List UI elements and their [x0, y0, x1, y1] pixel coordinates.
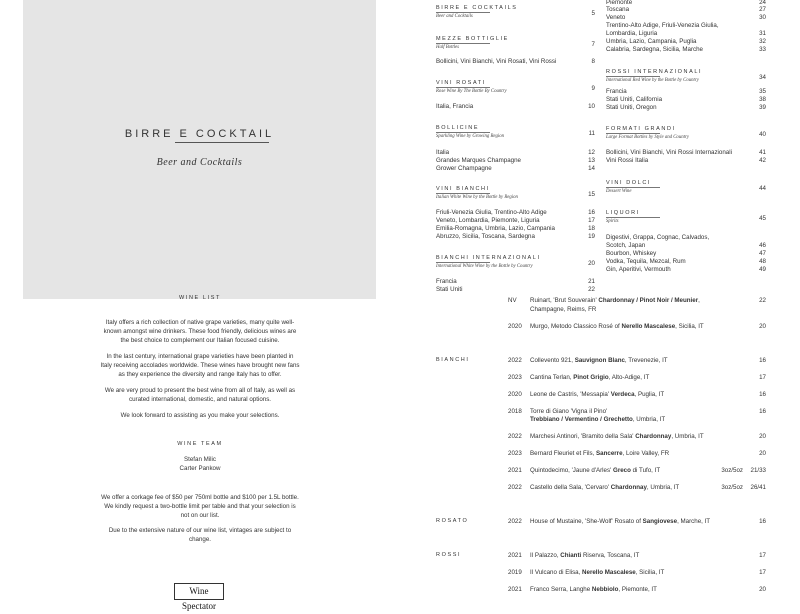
toc-right-page-number: 39: [759, 104, 766, 111]
toc-left-entry: Stati Uniti: [436, 286, 463, 293]
wine-price: 17: [759, 374, 766, 381]
wine-row: [436, 467, 766, 477]
team-member-1: Stefan Milic: [184, 456, 216, 463]
wine-price: 21/33: [750, 467, 766, 474]
toc-left-page-number: 12: [588, 149, 595, 156]
toc-right-section-desc: Spirits: [606, 219, 619, 224]
wine-category: BIANCHI: [436, 357, 470, 363]
wine-row: [436, 391, 766, 401]
toc-left-page-number: 9: [591, 85, 595, 92]
section-underline: [436, 262, 490, 263]
wine-row: [436, 374, 766, 384]
toc-right-page-number: 31: [759, 30, 766, 37]
toc-left-section-label: [436, 36, 509, 44]
toc-left-section-desc: International White Wine by the Bottle by Country: [436, 264, 533, 269]
toc-left-section-desc: Sparkling Wine by Growing Region: [436, 134, 505, 139]
wine-vintage: 2021: [508, 467, 522, 474]
section-label-text: ROSSI INTERNAZIONALI: [606, 69, 703, 75]
pour-size: 3oz/5oz: [721, 484, 743, 491]
toc-left-page-number: 13: [588, 157, 595, 164]
wine-vintage: 2021: [508, 552, 522, 559]
toc-left-entry: Grower Champagne: [436, 165, 492, 172]
wine-vintage: 2020: [508, 391, 522, 398]
toc-left-entry: Italia: [436, 149, 450, 156]
pour-size: 3oz/5oz: [721, 467, 743, 474]
toc-right-page-number: 33: [759, 46, 766, 53]
wine-vintage: 2018: [508, 408, 522, 415]
wine-name: Franco Serra, Langhe Nebbiolo, Piemonte, IT: [530, 586, 657, 593]
toc-left-page-number: 7: [591, 41, 595, 48]
toc-left-entry: Abruzzo, Sicilia, Toscana, Sardegna: [436, 233, 535, 240]
toc-right-page-number: 48: [759, 258, 766, 265]
toc-right-page-number: 41: [759, 149, 766, 156]
intro-paragraph-3: We are very proud to present the best wine from all of Italy, as well as curated international, domestic, and natural options.: [104, 387, 296, 403]
grape-variety: Sangiovese: [642, 518, 678, 525]
toc-right-entry: Bollicini, Vini Bianchi, Vini Rossi Internazionali: [606, 149, 732, 156]
toc-left-page-number: 19: [588, 233, 595, 240]
wine-price: 20: [759, 450, 766, 457]
toc-left-section-label: [436, 5, 518, 13]
toc-right-entry: Veneto: [606, 14, 626, 21]
section-label-text: BIRRE E COCKTAILS: [436, 5, 518, 11]
toc-right-page-number: 32: [759, 38, 766, 45]
toc-right-section-desc: Dessert Wine: [606, 189, 632, 194]
wine-vintage: 2022: [508, 518, 522, 525]
corkage-policy: We offer a corkage fee of $50 per 750ml bottle and $100 per 1.5L bottle. We kindly request a two-bottle limit per table and that your selection is not on our list.: [101, 494, 299, 519]
toc-left-entry: Grandes Marques Champagne: [436, 157, 521, 164]
wine-row: [436, 552, 766, 562]
grape-variety: Nebbiolo: [591, 586, 619, 593]
wine-name: Ruinart, 'Brut Souverain' Chardonnay / Pinot Noir / Meunier,: [530, 297, 700, 304]
toc-left-section-label: [436, 125, 490, 133]
wine-price: 26/41: [750, 484, 766, 491]
toc-right-entry: Digestivi, Grappa, Cognac, Calvados,: [606, 234, 710, 241]
toc-right-entry: Gin, Aperitivi, Vermouth: [606, 266, 671, 273]
wine-price: 17: [759, 552, 766, 559]
wine-price: 20: [759, 433, 766, 440]
section-underline: [606, 217, 660, 218]
wine-name: Quintodecimo, 'Jaune d'Arles' Greco di Tufo, IT: [530, 467, 661, 474]
toc-right-page-number: 40: [759, 131, 766, 138]
section-underline: [606, 187, 660, 188]
toc-left-page-number: 22: [588, 286, 595, 293]
toc-right-section-desc: Large Format Bottles by Style and Country: [606, 135, 689, 140]
toc-right-entry: Vodka, Tequila, Mezcal, Rum: [606, 258, 686, 265]
toc-left-page-number: 14: [588, 165, 595, 172]
toc-right-entry: Scotch, Japan: [606, 242, 646, 249]
wine-list-heading: WINE LIST: [179, 295, 221, 301]
toc-right-entry: Piemonte: [606, 0, 633, 6]
intro-column: [100, 295, 300, 544]
toc-right-page-number: 24: [759, 0, 766, 6]
section-label-text: VINI BIANCHI: [436, 186, 490, 192]
wine-row: [436, 416, 766, 426]
grape-variety: Greco: [613, 467, 631, 474]
cover-subtitle: Beer and Cocktails: [156, 157, 243, 168]
toc-left-page-number: 20: [588, 260, 595, 267]
toc-right-section-desc: International Red Wine by the Bottle by Country: [606, 78, 699, 83]
toc-left-entry: Friuli-Venezia Giulia, Trentino-Alto Adige: [436, 209, 547, 216]
section-underline: [436, 193, 490, 194]
wine-category: ROSATO: [436, 518, 469, 524]
cover-title: BIRRE E COCKTAIL: [124, 128, 275, 140]
wine-name: Murgo, Metodo Classico Rosé of Nerello Mascalese, Sicilia, IT: [530, 323, 704, 330]
section-label-text: VINI ROSATI: [436, 80, 486, 86]
table-of-contents: [436, 0, 766, 300]
section-underline: [436, 12, 490, 13]
wine-price: 16: [759, 408, 766, 415]
toc-right-page-number: 34: [759, 74, 766, 81]
team-member-2: Carter Pankow: [179, 465, 221, 472]
toc-left-section-label: [436, 186, 490, 194]
wine-team-heading: WINE TEAM: [177, 441, 223, 447]
section-label-text: LIQUORI: [606, 210, 640, 216]
wine-name: Il Vulcano di Elisa, Nerello Mascalese, Sicilia, IT: [530, 569, 665, 576]
toc-right-page-number: 46: [759, 242, 766, 249]
toc-right-section-label: [606, 210, 660, 218]
section-underline: [436, 132, 490, 133]
toc-left-page-number: 10: [588, 103, 595, 110]
toc-left-page-number: 11: [588, 130, 595, 137]
wine-price: 17: [759, 569, 766, 576]
wine-name: Leone de Castris, 'Messapia' Verdeca, Puglia, IT: [530, 391, 665, 398]
toc-left-page-number: 16: [588, 209, 595, 216]
wine-vintage: 2022: [508, 433, 522, 440]
toc-right-entry: Vini Rossi Italia: [606, 157, 649, 164]
toc-right-entry: Toscana: [606, 6, 630, 13]
wine-name: Collevento 921, Sauvignon Blanc, Trevenezie, IT: [530, 357, 668, 364]
wine-price: 16: [759, 357, 766, 364]
wine-price: 16: [759, 518, 766, 525]
toc-left-entry: Italia, Francia: [436, 103, 474, 110]
toc-right-page-number: 35: [759, 88, 766, 95]
wine-name: Cantina Terlan, Pinot Grigio, Alto-Adige, IT: [530, 374, 650, 381]
toc-left-entry: Francia: [436, 278, 457, 285]
intro-paragraph-2: In the last century, international grape varieties have been planted in Italy receiving accolades worldwide. These wines have brought new fans as they experience the diversity and range Italy has to offer.: [100, 353, 300, 378]
toc-right-page-number: 27: [759, 6, 766, 13]
section-label-text: FORMATI GRANDI: [606, 126, 676, 132]
toc-right-section-label: [606, 69, 702, 77]
wine-row: [436, 450, 766, 460]
toc-left-section-label: [436, 80, 490, 88]
wine-name: House of Mustaine, 'She-Wolf' Rosato of Sangiovese, Marche, IT: [530, 518, 711, 525]
wine-spectator-logo: Wine Spectator: [174, 583, 224, 600]
toc-left-entry: Veneto, Lombardia, Piemonte, Liguria: [436, 217, 540, 224]
toc-right-entry: Stati Uniti, Oregon: [606, 104, 657, 111]
grape-variety: Trebbiano / Vermentino / Grechetto: [530, 416, 633, 423]
grape-variety: Chardonnay: [610, 484, 647, 491]
grape-variety: Chardonnay / Pinot Noir / Meunier: [598, 297, 699, 304]
grape-variety: Nerello Mascalese: [582, 569, 636, 576]
wine-name: Torre di Giano 'Vigna il Pino': [530, 408, 608, 415]
section-label-text: BIANCHI INTERNAZIONALI: [436, 255, 541, 261]
wine-name: Trebbiano / Vermentino / Grechetto, Umbria, IT: [530, 416, 666, 423]
grape-variety: Pinot Grigio: [573, 374, 609, 381]
toc-right-page-number: 30: [759, 14, 766, 21]
grape-variety: Nerello Mascalese: [621, 323, 676, 330]
wine-row: [436, 306, 766, 316]
toc-right-page-number: 45: [759, 215, 766, 222]
grape-variety: Sauvignon Blanc: [574, 357, 625, 364]
toc-left-page-number: 5: [591, 10, 595, 17]
wine-vintage: 2022: [508, 357, 522, 364]
wine-vintage: 2021: [508, 586, 522, 593]
grape-variety: Chardonnay: [635, 433, 672, 440]
wine-name: Castello della Sala, 'Cervaro' Chardonnay, Umbria, IT: [530, 484, 680, 491]
wine-price: 22: [759, 297, 766, 304]
toc-right-entry: Lombardia, Liguria: [606, 30, 658, 37]
toc-right-entry: Francia: [606, 88, 627, 95]
toc-left-page-number: 21: [588, 278, 595, 285]
toc-right-section-label: [606, 180, 660, 188]
wine-vintage: 2023: [508, 374, 522, 381]
wine-row: [436, 433, 766, 443]
wine-vintage: 2020: [508, 323, 522, 330]
toc-right-entry: Calabria, Sardegna, Sicilia, Marche: [606, 46, 703, 53]
intro-paragraph-1: Italy offers a rich collection of native grape varieties, many quite well-known amongst wine drinkers. These food friendly, delicious wines are the best choice to complement our Italian focused cuisine.: [103, 319, 297, 344]
section-underline: [606, 76, 660, 77]
section-underline: [436, 43, 490, 44]
toc-left-page-number: 8: [591, 58, 595, 65]
wine-price: 16: [759, 391, 766, 398]
section-underline: [606, 133, 660, 134]
toc-left-section-desc: Half Bottles: [436, 45, 460, 50]
toc-left-page-number: 18: [588, 225, 595, 232]
toc-left-entry: Emilia-Romagna, Umbria, Lazio, Campania: [436, 225, 555, 232]
section-label-text: BOLLICINE: [436, 125, 480, 131]
toc-left-page-number: 17: [588, 217, 595, 224]
toc-right-section-label: [606, 126, 676, 134]
toc-right-page-number: 49: [759, 266, 766, 273]
wine-row: [436, 484, 766, 494]
wine-price: 20: [759, 323, 766, 330]
wine-name: Il Palazzo, Chianti Riserva, Toscana, IT: [530, 552, 640, 559]
wine-row: [436, 569, 766, 579]
wine-name: Champagne, Reims, FR: [530, 306, 597, 313]
vintage-notice: Due to the extensive nature of our wine list, vintages are subject to change.: [108, 527, 292, 543]
wine-vintage: NV: [508, 297, 517, 304]
toc-right-page-number: 42: [759, 157, 766, 164]
toc-right-page-number: 38: [759, 96, 766, 103]
toc-left-page-number: 15: [588, 191, 595, 198]
wine-row: [436, 357, 766, 367]
toc-right-entry: Umbria, Lazio, Campania, Puglia: [606, 38, 697, 45]
toc-right-entry: Stati Uniti, California: [606, 96, 663, 103]
toc-right-page-number: 47: [759, 250, 766, 257]
toc-left-section-desc: Beer and Cocktails: [436, 14, 473, 19]
grape-variety: Chianti: [560, 552, 582, 559]
toc-right-entry: Bourbon, Whiskey: [606, 250, 657, 257]
cover-divider: [175, 142, 269, 143]
wine-vintage: 2023: [508, 450, 522, 457]
section-underline: [436, 87, 490, 88]
toc-left-section-label: [436, 255, 541, 263]
wine-price: 20: [759, 586, 766, 593]
toc-left-entry: Bollicini, Vini Bianchi, Vini Rosati, Vini Rossi: [436, 58, 557, 65]
section-label-text: VINI DOLCI: [606, 180, 652, 186]
section-label-text: MEZZE BOTTIGLIE: [436, 36, 509, 42]
grape-variety: Verdeca: [610, 391, 635, 398]
toc-right-entry: Trentino-Alto Adige, Friuli-Venezia Giulia,: [606, 22, 719, 29]
wine-category: ROSSI: [436, 552, 462, 558]
wine-name: Marchesi Antinori, 'Bramito della Sala' Chardonnay, Umbria, IT: [530, 433, 704, 440]
wine-row: [436, 586, 766, 596]
intro-paragraph-4: We look forward to assisting as you make your selections.: [120, 412, 280, 419]
toc-left-section-desc: Italian White Wine by the Bottle by Region: [436, 195, 518, 200]
grape-variety: Sancerre: [596, 450, 623, 457]
wine-row: [436, 518, 766, 528]
toc-right-page-number: 44: [759, 185, 766, 192]
wine-vintage: 2019: [508, 569, 522, 576]
cover-card: [23, 0, 376, 299]
wine-row: [436, 323, 766, 333]
wine-vintage: 2022: [508, 484, 522, 491]
toc-left-section-desc: Rose Wine By The Bottle By Country: [436, 89, 507, 94]
wine-name: Bernard Fleuriet et Fils, Sancerre, Loire Valley, FR: [530, 450, 670, 457]
